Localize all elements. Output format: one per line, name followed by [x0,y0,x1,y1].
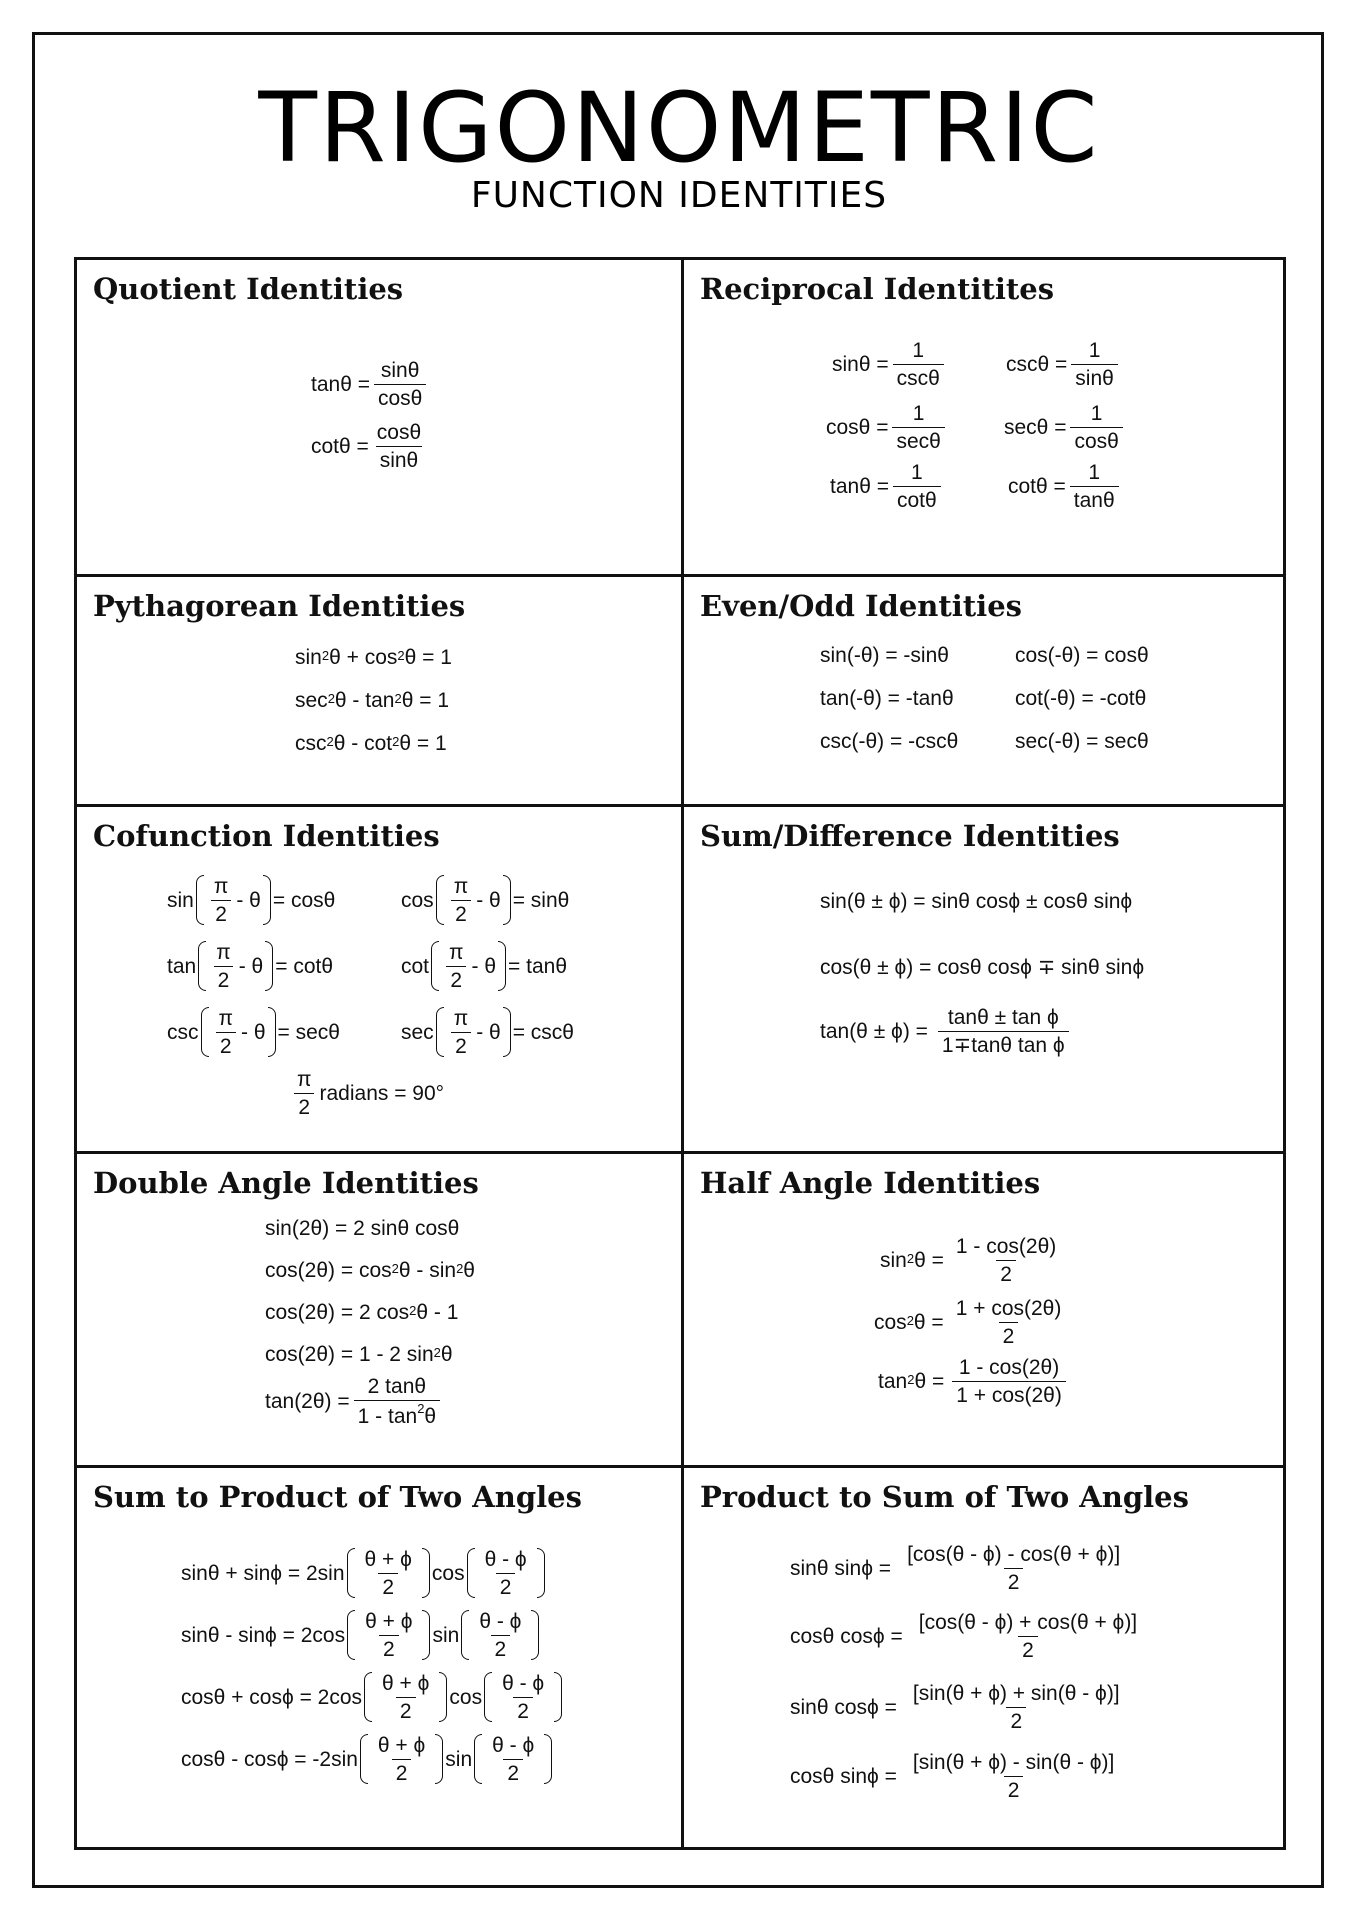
exponent: 2 [391,1261,399,1276]
function-name: tan [167,954,197,978]
left-paren [431,941,439,991]
fraction [354,1376,440,1427]
denominator: 2 [491,1635,511,1660]
formula [878,1357,1070,1406]
denominator: 2 [999,1322,1019,1347]
fraction [1071,340,1118,389]
parenthesized-expression [484,1672,562,1722]
fraction [488,1735,538,1784]
right-paren [435,1734,443,1784]
formula [874,1298,1069,1347]
right-paren [531,1610,539,1660]
exponent: 2 [394,691,402,706]
function-name: sin [880,1249,907,1272]
parenthesized-expression [196,875,271,925]
right-paren [422,1610,430,1660]
formula-lhs: tan(θ ± ϕ) = [820,1020,928,1043]
numerator: π [453,1006,469,1030]
parenthesized-expression [360,1734,443,1784]
denominator: 2 [996,1260,1016,1285]
formula-lhs: cosθ = [826,416,889,439]
left-paren [347,1610,355,1660]
denominator: 2 [216,1032,236,1057]
formula-lhs: sinθ sinϕ = [790,1557,892,1580]
formula-text: radians = 90° [319,1082,445,1105]
formula [832,340,948,389]
fraction [952,1357,1066,1406]
formula [1004,403,1127,452]
formula [167,941,333,991]
left-paren [347,1548,355,1598]
fraction [374,360,426,409]
formula-rhs: = cosθ [272,888,336,912]
denominator: sinθ [1071,364,1118,389]
right-paren [537,1548,545,1598]
fraction [1070,462,1119,511]
numerator: θ + ϕ [382,1671,430,1695]
denominator: 2 [513,1697,533,1722]
function-name: sec [401,1020,434,1044]
denominator: 2 [446,966,466,991]
fraction [445,942,468,991]
numerator: [sin(θ + ϕ) + sin(θ - ϕ)] [912,1682,1120,1705]
function-name: sin [167,888,194,912]
section-heading: Reciprocal Identitites [700,272,1055,306]
left-paren [201,1007,209,1057]
formula-lhs: sinθ cosϕ = [790,1696,897,1719]
fraction [893,462,941,511]
formula [311,422,429,471]
numerator: π [449,940,464,964]
formula-lhs: tan(2θ) = [265,1390,350,1413]
formula [830,462,945,511]
numerator: 1 - cos(2θ) [958,1356,1060,1379]
denominator: cosθ [374,384,426,409]
section-heading: Double Angle Identities [93,1166,479,1200]
denominator: 1∓tanθ tan ϕ [938,1031,1069,1056]
even-odd-identities-cell [684,577,1283,804]
fraction [893,340,944,389]
formula [181,1610,541,1660]
section-heading: Sum/Difference Identities [700,819,1120,853]
fraction [450,876,473,925]
function-name: cos [874,1311,907,1334]
formula-lhs: tanθ = [311,373,370,396]
pythagorean-identities-cell [77,577,681,804]
denominator: 2 [378,1573,398,1598]
numerator: π [213,874,229,898]
formula [167,1007,340,1057]
formula-text: sin [295,646,322,669]
right-paren [263,875,271,925]
formula [401,1007,574,1057]
formula-lhs: cotθ = [1008,475,1066,498]
formula [181,1672,564,1722]
formula [790,1683,1128,1732]
numerator: 1 [1090,402,1103,425]
formula-rhs: = secθ [277,1020,340,1044]
formula-text: θ - 1 [416,1301,459,1324]
numerator: 2 tanθ [367,1375,427,1398]
fraction [952,1236,1060,1285]
formula-lhs: cosθ cosϕ = [790,1625,903,1648]
denominator: secθ [892,427,944,452]
formula-rhs: = sinθ [512,888,570,912]
numerator: 1 [912,402,925,425]
formula-rhs: = cotθ [275,954,334,978]
formula [401,941,567,991]
exponent: 2 [906,1251,915,1266]
numerator: π [453,874,469,898]
exponent: 2 [906,1313,914,1328]
left-paren [436,875,444,925]
fraction [361,1611,416,1660]
right-paren [265,941,273,991]
section-heading: Quotient Identities [93,272,404,306]
formula [295,647,452,668]
denominator: 2 [214,966,234,991]
fraction [498,1673,548,1722]
cofunction-identities-cell [77,807,681,1151]
denominator: 2 [1004,1568,1024,1593]
formula [790,1752,1122,1801]
denominator: 2 [294,1093,314,1118]
formula [401,875,569,925]
denominator: tanθ [1070,486,1119,511]
exponent: 2 [326,734,334,749]
denominator: cscθ [893,364,944,389]
fraction [215,1008,238,1057]
formula [790,1544,1128,1593]
numerator: θ + ϕ [365,1609,413,1633]
numerator: θ - ϕ [484,1547,527,1571]
numerator: π [216,940,231,964]
formula [265,1260,475,1281]
fraction [909,1683,1124,1732]
formula-text: θ [463,1259,475,1282]
parenthesized-expression [436,875,511,925]
exponent: 2 [456,1261,464,1276]
formula-lhs: cscθ = [1006,353,1068,376]
denominator: 2 [496,1573,516,1598]
exponent: 2 [907,1372,915,1387]
denominator: cosθ [1070,427,1122,452]
function-name: cos [431,1561,465,1585]
formula [1008,462,1123,511]
formula: sec(-θ) = secθ [1015,730,1149,753]
formula [295,690,449,711]
formula [295,733,447,754]
exponent: 2 [397,648,405,663]
formula [181,1734,554,1784]
formula [265,1376,444,1427]
formula-text: csc [295,732,327,755]
parenthesized-expression [198,941,273,991]
sum-difference-identities-cell [684,807,1283,1151]
formula: cot(-θ) = -cotθ [1015,687,1147,710]
formula-rhs: = cscθ [512,1020,574,1044]
fraction [909,1752,1118,1801]
exponent: 2 [409,1303,417,1318]
numerator: 1 + cos(2θ) [955,1297,1062,1320]
fraction [892,403,944,452]
fraction [450,1008,473,1057]
numerator: θ - ϕ [502,1671,545,1695]
formula-text: cos(2θ) = cos [265,1259,392,1282]
fraction [1070,403,1122,452]
function-name: cos [449,1685,483,1709]
denominator: 2 [503,1759,523,1784]
denominator [354,1400,440,1427]
parenthesized-expression [431,941,506,991]
section-heading: Even/Odd Identities [700,589,1022,623]
left-paren [198,941,206,991]
page-subtitle: FUNCTION IDENTITIES [470,175,888,216]
formula-text: θ = 1 [399,732,447,755]
left-paren [436,1007,444,1057]
denominator: 2 [451,900,471,925]
fraction [475,1611,525,1660]
sum-to-product-cell [77,1468,681,1847]
identities-table [74,257,1286,1850]
section-heading: Sum to Product of Two Angles [93,1480,582,1514]
parenthesized-expression [474,1734,552,1784]
formula-text: θ = [914,1249,944,1272]
numerator: π [218,1006,233,1030]
formula-text: θ [440,1343,453,1366]
numerator: sinθ [380,359,420,382]
formula-text: - θ [476,1020,501,1044]
formula-text: sec [295,689,328,712]
fraction [481,1549,531,1598]
left-paren [461,1610,469,1660]
formula [167,875,335,925]
denominator: 2 [451,1032,471,1057]
formula [790,1612,1145,1661]
formula [1006,340,1122,389]
denominator: sinθ [376,446,423,471]
function-name: cos [401,888,434,912]
formula: tan(-θ) = -tanθ [820,687,954,710]
fraction [903,1544,1124,1593]
formula-text: - θ [241,1020,266,1044]
left-paren [467,1548,475,1598]
formula [820,1007,1073,1056]
formula-text: θ - sin [398,1259,457,1282]
double-angle-identities-cell [77,1154,681,1465]
exponent: 2 [321,648,330,663]
formula-text: θ + cos [329,646,398,669]
numerator: cosθ [376,421,422,444]
fraction [361,1549,416,1598]
function-name: csc [167,1020,199,1044]
function-name: sin [432,1623,460,1647]
fraction [374,1735,429,1784]
formula-text: - θ [476,888,501,912]
denominator: 2 [1018,1636,1038,1661]
fraction [293,1069,316,1118]
formula-lhs: sinθ - sinϕ = 2cos [181,1623,346,1647]
exponent: 2 [392,734,400,749]
formula: sin(θ ± ϕ) = sinθ cosϕ ± cosθ sinϕ [820,890,1133,913]
parenthesized-expression [467,1548,545,1598]
formula-text: - θ [471,954,497,978]
formula [265,1344,453,1365]
formula-lhs: cosθ sinϕ = [790,1765,897,1788]
formula-text: θ - cot [333,732,393,755]
left-paren [484,1672,492,1722]
fraction [373,422,425,471]
numerator: θ + ϕ [377,1733,426,1757]
denominator: 2 [1006,1707,1026,1732]
numerator: 1 - cos(2θ) [955,1235,1057,1258]
numerator: θ - ϕ [479,1609,522,1633]
left-paren [364,1672,372,1722]
right-paren [503,1007,511,1057]
function-name: tan [878,1370,908,1393]
denominator: 2 [392,1759,412,1784]
denominator: cotθ [893,486,941,511]
denominator: 2 [1004,1776,1024,1801]
fraction [938,1007,1069,1056]
section-heading: Cofunction Identities [93,819,440,853]
formula-lhs: sinθ + sinϕ = 2sin [181,1561,345,1585]
formula [265,1302,458,1323]
right-paren [268,1007,276,1057]
formula [826,403,949,452]
formula-text: θ = 1 [404,646,452,669]
exponent: 2 [327,691,335,706]
formula-lhs: secθ = [1004,416,1067,439]
fraction [212,942,235,991]
formula-text: cos(2θ) = 1 - 2 sin [265,1343,434,1366]
right-paren [498,941,506,991]
parenthesized-expression [347,1548,430,1598]
fraction [915,1612,1141,1661]
numerator: 1 [1088,339,1101,362]
numerator: [cos(θ - ϕ) + cos(θ + ϕ)] [918,1611,1138,1634]
formula: sin(2θ) = 2 sinθ cosθ [265,1217,460,1240]
parenthesized-expression [201,1007,276,1057]
left-paren [360,1734,368,1784]
half-angle-identities-cell [684,1154,1283,1465]
numerator: [cos(θ - ϕ) - cos(θ + ϕ)] [907,1543,1121,1566]
product-to-sum-cell [684,1468,1283,1847]
exponent: 2 [433,1345,441,1360]
numerator: θ + ϕ [364,1547,412,1571]
right-paren [503,875,511,925]
section-heading: Half Angle Identities [700,1166,1041,1200]
formula [181,1548,547,1598]
formula: csc(-θ) = -cscθ [820,730,959,753]
formula-lhs: cosθ + cosϕ = 2cos [181,1685,363,1709]
right-paren [422,1548,430,1598]
page-title: TRIGONOMETRIC [258,72,1100,184]
parenthesized-expression [347,1610,430,1660]
fraction [210,876,233,925]
formula-lhs: cotθ = [311,435,369,458]
section-heading: Product to Sum of Two Angles [700,1480,1189,1514]
right-paren [544,1734,552,1784]
numerator: 1 [1088,461,1101,484]
formula-text: - θ [238,954,264,978]
function-name: sin [445,1747,473,1771]
formula-lhs: cosθ - cosϕ = -2sin [181,1747,358,1771]
right-paren [554,1672,562,1722]
formula: sin(-θ) = -sinθ [820,644,949,667]
formula-text: 1 - tan [357,1405,418,1428]
formula-text: θ [424,1405,437,1428]
numerator: [sin(θ + ϕ) - sin(θ - ϕ)] [912,1751,1115,1774]
formula-text: cos(2θ) = 2 cos [265,1301,410,1324]
parenthesized-expression [436,1007,511,1057]
formula-lhs: sinθ = [832,353,889,376]
formula-text: - θ [236,888,261,912]
formula-text: θ = 1 [401,689,449,712]
quotient-identities-cell [77,260,681,574]
parenthesized-expression [364,1672,447,1722]
formula-lhs: tanθ = [830,475,889,498]
right-paren [439,1672,447,1722]
formula-text: θ = [914,1370,945,1393]
formula-rhs: = tanθ [508,954,568,978]
exponent: 2 [417,1401,425,1416]
reciprocal-identities-cell [684,260,1283,574]
formula-text: θ - tan [334,689,395,712]
function-name: cot [401,954,430,978]
fraction [952,1298,1066,1347]
formula [880,1236,1064,1285]
parenthesized-expression [461,1610,539,1660]
left-paren [196,875,204,925]
left-paren [474,1734,482,1784]
formula-text: θ = [913,1311,944,1334]
numerator: 1 [910,461,923,484]
fraction [378,1673,433,1722]
formula: cos(θ ± ϕ) = cosθ cosϕ ∓ sinθ sinϕ [820,956,1145,979]
radians-note [289,1069,444,1118]
numerator: θ - ϕ [492,1733,535,1757]
numerator: tanθ ± tan ϕ [947,1006,1059,1029]
formula [311,360,430,409]
denominator: 2 [211,900,231,925]
section-heading: Pythagorean Identities [93,589,466,623]
denominator: 1 + cos(2θ) [952,1381,1066,1406]
denominator: 2 [396,1697,416,1722]
formula: cos(-θ) = cosθ [1015,644,1149,667]
numerator: 1 [912,339,925,362]
denominator: 2 [379,1635,399,1660]
numerator: π [297,1068,312,1091]
